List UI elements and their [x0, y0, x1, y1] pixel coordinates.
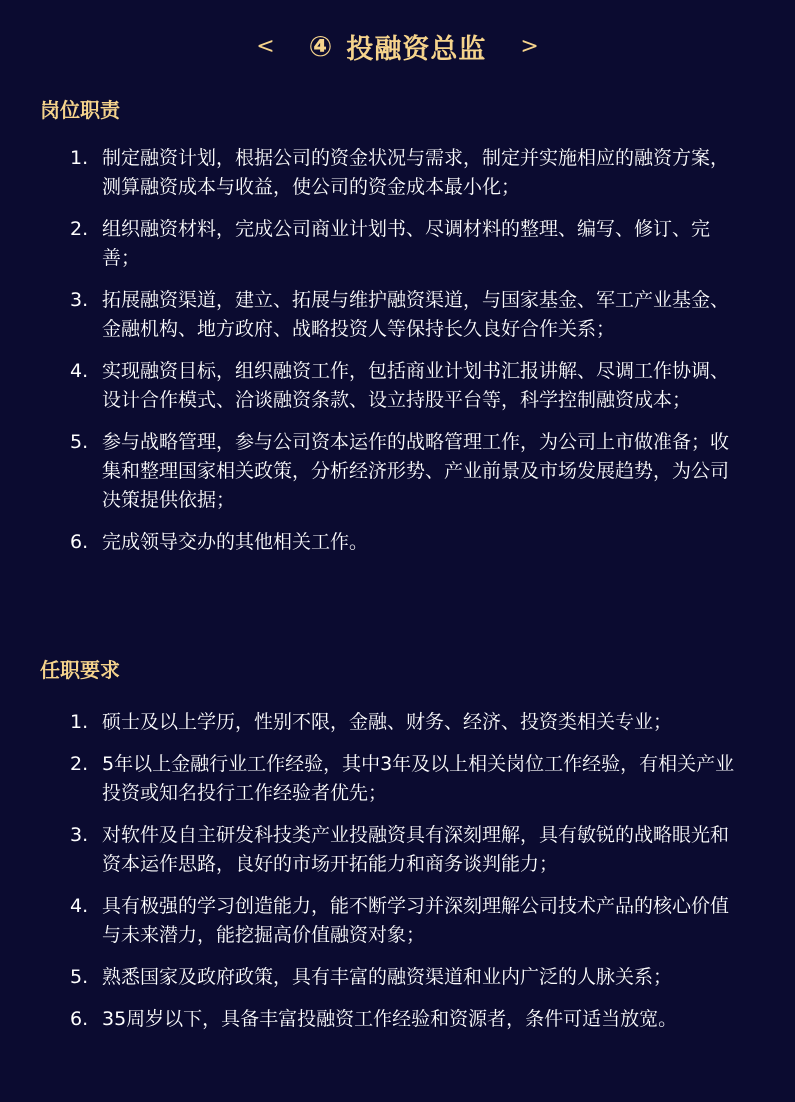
- list-item: [0, 1005, 795, 1034]
- list-item: [0, 215, 795, 273]
- list-item: [0, 144, 795, 202]
- list-item: [0, 750, 795, 808]
- item-number: 5.: [70, 966, 89, 988]
- item-number: 2.: [70, 753, 89, 775]
- item-text: 完成领导交办的其他相关工作。: [102, 531, 369, 553]
- item-number: 6.: [70, 531, 89, 553]
- list-item: [0, 357, 795, 415]
- title-number-badge: ④: [308, 29, 333, 63]
- list-item: [0, 708, 795, 737]
- item-number: 6.: [70, 1008, 89, 1030]
- page-header: [0, 22, 795, 70]
- item-number: 5.: [70, 431, 89, 453]
- item-text: 拓展融资渠道，建立、拓展与维护融资渠道，与国家基金、军工产业基金、金融机构、地方政府、战略投资人等保持长久良好合作关系；: [102, 289, 730, 340]
- requirements-heading: 任职要求: [40, 658, 120, 682]
- item-number: 2.: [70, 218, 89, 240]
- item-number: 3.: [70, 824, 89, 846]
- item-text: 实现融资目标，组织融资工作，包括商业计划书汇报讲解、尽调工作协调、设计合作模式、洽谈融资条款、设立持股平台等，科学控制融资成本；: [102, 360, 730, 411]
- list-item: [0, 892, 795, 950]
- item-number: 1.: [70, 711, 89, 733]
- list-item: [0, 963, 795, 992]
- item-text: 对软件及自主研发科技类产业投融资具有深刻理解，具有敏锐的战略眼光和资本运作思路，良好的市场开拓能力和商务谈判能力；: [102, 824, 730, 875]
- responsibilities-list: [0, 144, 795, 557]
- requirements-section: [0, 654, 795, 1034]
- next-arrow-icon[interactable]: >: [520, 33, 539, 59]
- item-text: 组织融资材料，完成公司商业计划书、尽调材料的整理、编写、修订、完善；: [102, 218, 711, 269]
- item-text: 具有极强的学习创造能力，能不断学习并深刻理解公司技术产品的核心价值与未来潜力，能挖掘高价值融资对象；: [102, 895, 730, 946]
- item-text: 硕士及以上学历，性别不限，金融、财务、经济、投资类相关专业；: [102, 711, 673, 733]
- item-text: 制定融资计划，根据公司的资金状况与需求，制定并实施相应的融资方案，测算融资成本与收益，使公司的资金成本最小化；: [102, 147, 730, 198]
- item-number: 4.: [70, 360, 89, 382]
- page-title: 投融资总监: [346, 33, 487, 65]
- item-number: 1.: [70, 147, 89, 169]
- responsibilities-heading: 岗位职责: [40, 98, 120, 122]
- item-text: 5年以上金融行业工作经验，其中3年及以上相关岗位工作经验，有相关产业投资或知名投行工作经验者优先；: [102, 753, 735, 804]
- requirements-list: [0, 708, 795, 1034]
- list-item: [0, 428, 795, 515]
- item-text: 参与战略管理，参与公司资本运作的战略管理工作，为公司上市做准备；收集和整理国家相关政策，分析经济形势、产业前景及市场发展趋势，为公司决策提供依据；: [102, 431, 730, 511]
- item-number: 4.: [70, 895, 89, 917]
- responsibilities-section: [0, 94, 795, 557]
- item-number: 3.: [70, 289, 89, 311]
- prev-arrow-icon[interactable]: <: [256, 33, 275, 59]
- list-item: [0, 821, 795, 879]
- item-text: 熟悉国家及政府政策，具有丰富的融资渠道和业内广泛的人脉关系；: [102, 966, 673, 988]
- list-item: [0, 528, 795, 557]
- list-item: [0, 286, 795, 344]
- item-text: 35周岁以下，具备丰富投融资工作经验和资源者，条件可适当放宽。: [102, 1008, 678, 1030]
